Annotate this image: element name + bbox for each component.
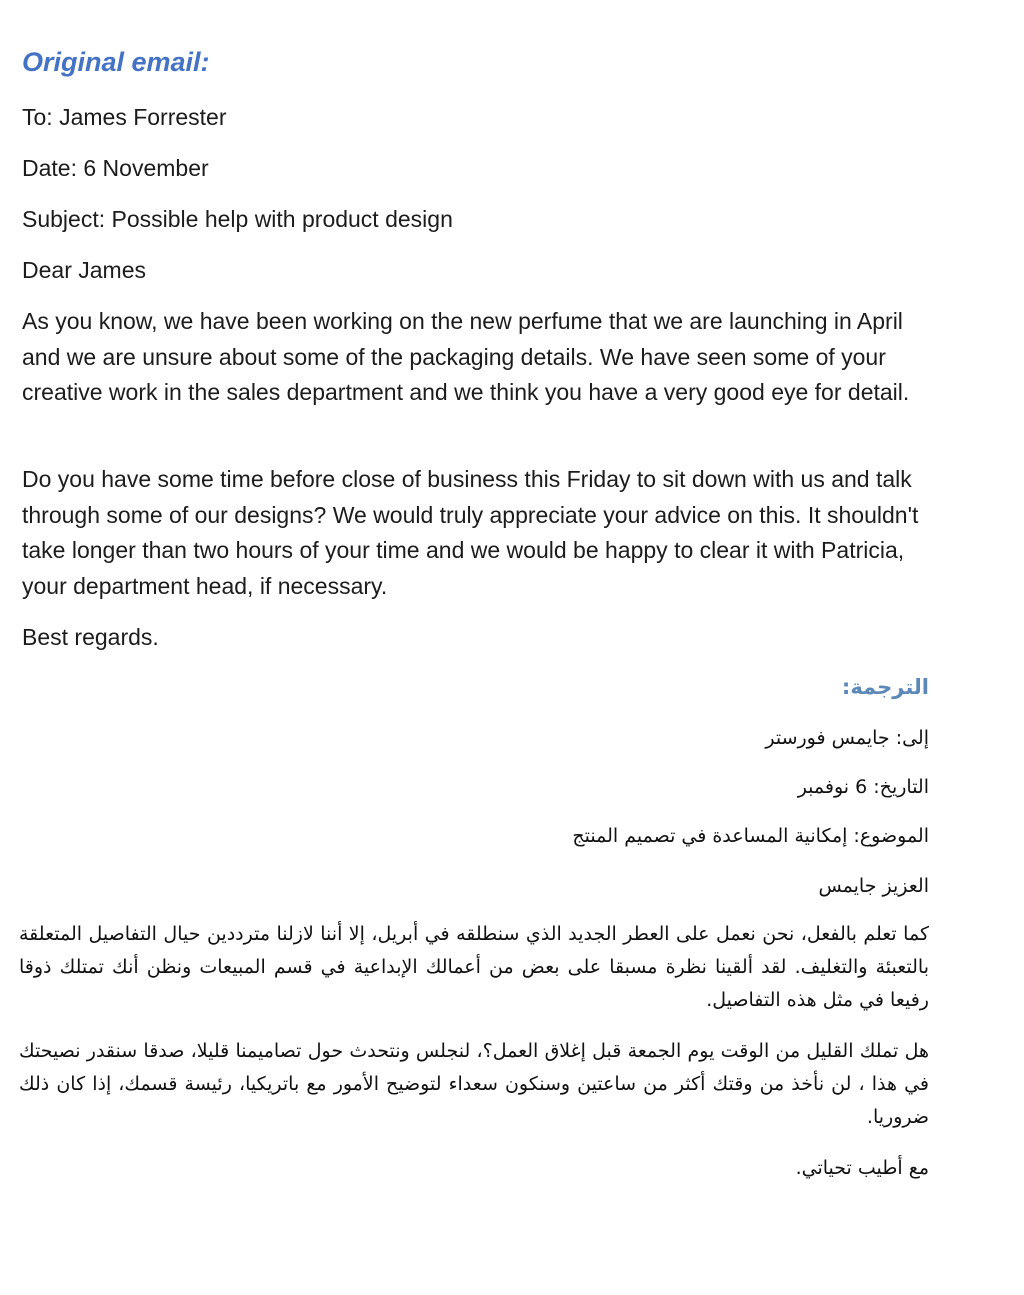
email-to-line: To: James Forrester — [22, 104, 227, 130]
translation-date-line: التاريخ: 6 نوفمبر — [797, 776, 929, 798]
translation-heading: الترجمة: — [841, 675, 929, 699]
original-email-heading: Original email: — [22, 47, 210, 77]
email-subject-line: Subject: Possible help with product design — [22, 206, 453, 232]
translation-closing: مع أطيب تحياتي. — [795, 1157, 929, 1179]
email-date-line: Date: 6 November — [22, 155, 209, 181]
email-paragraph-1: As you know, we have been working on the new perfume that we are launching in April and we are unsure about some of the packaging details. We have seen some of your creative work in the sales department and we think you have a very good eye for detail. — [22, 308, 910, 405]
translation-to-line: إلى: جايمس فورستر — [765, 727, 929, 749]
translation-paragraph-1: كما تعلم بالفعل، نحن نعمل على العطر الجديد الذي سنطلقه في أبريل، إلا أننا لازلنا مترددين حيال التفاصيل المتعلقة بالتعبئة والتغليف. لقد ألقينا نظرة مسبقا على بعض من أعمالك الإبداعية في قسم المبيعات ونظن أنك تمتلك ذوقا رفيعا في مثل هذه التفاصيل. — [19, 923, 929, 1011]
translation-greeting: العزيز جايمس — [818, 875, 929, 897]
translation-paragraph-2: هل تملك القليل من الوقت يوم الجمعة قبل إغلاق العمل؟، لنجلس ونتحدث حول تصاميمنا قليلا، صدقا سنقدر نصيحتك في هذا ، لن نأخذ من وقتك أكثر من ساعتين وسنكون سعداء لتوضيح الأمور مع باتريكيا، رئيسة قسمك، إذا كان ذلك ضروريا. — [19, 1040, 929, 1128]
email-greeting: Dear James — [22, 257, 146, 283]
email-paragraph-2: Do you have some time before close of business this Friday to sit down with us and talk through some of our designs? We would truly appreciate your advice on this. It shouldn't take longer than two hours of your time and we would be happy to clear it with Patricia, your department head, if necessary. — [22, 466, 919, 599]
translation-subject-line: الموضوع: إمكانية المساعدة في تصميم المنتج — [572, 825, 929, 847]
email-closing: Best regards. — [22, 624, 159, 650]
